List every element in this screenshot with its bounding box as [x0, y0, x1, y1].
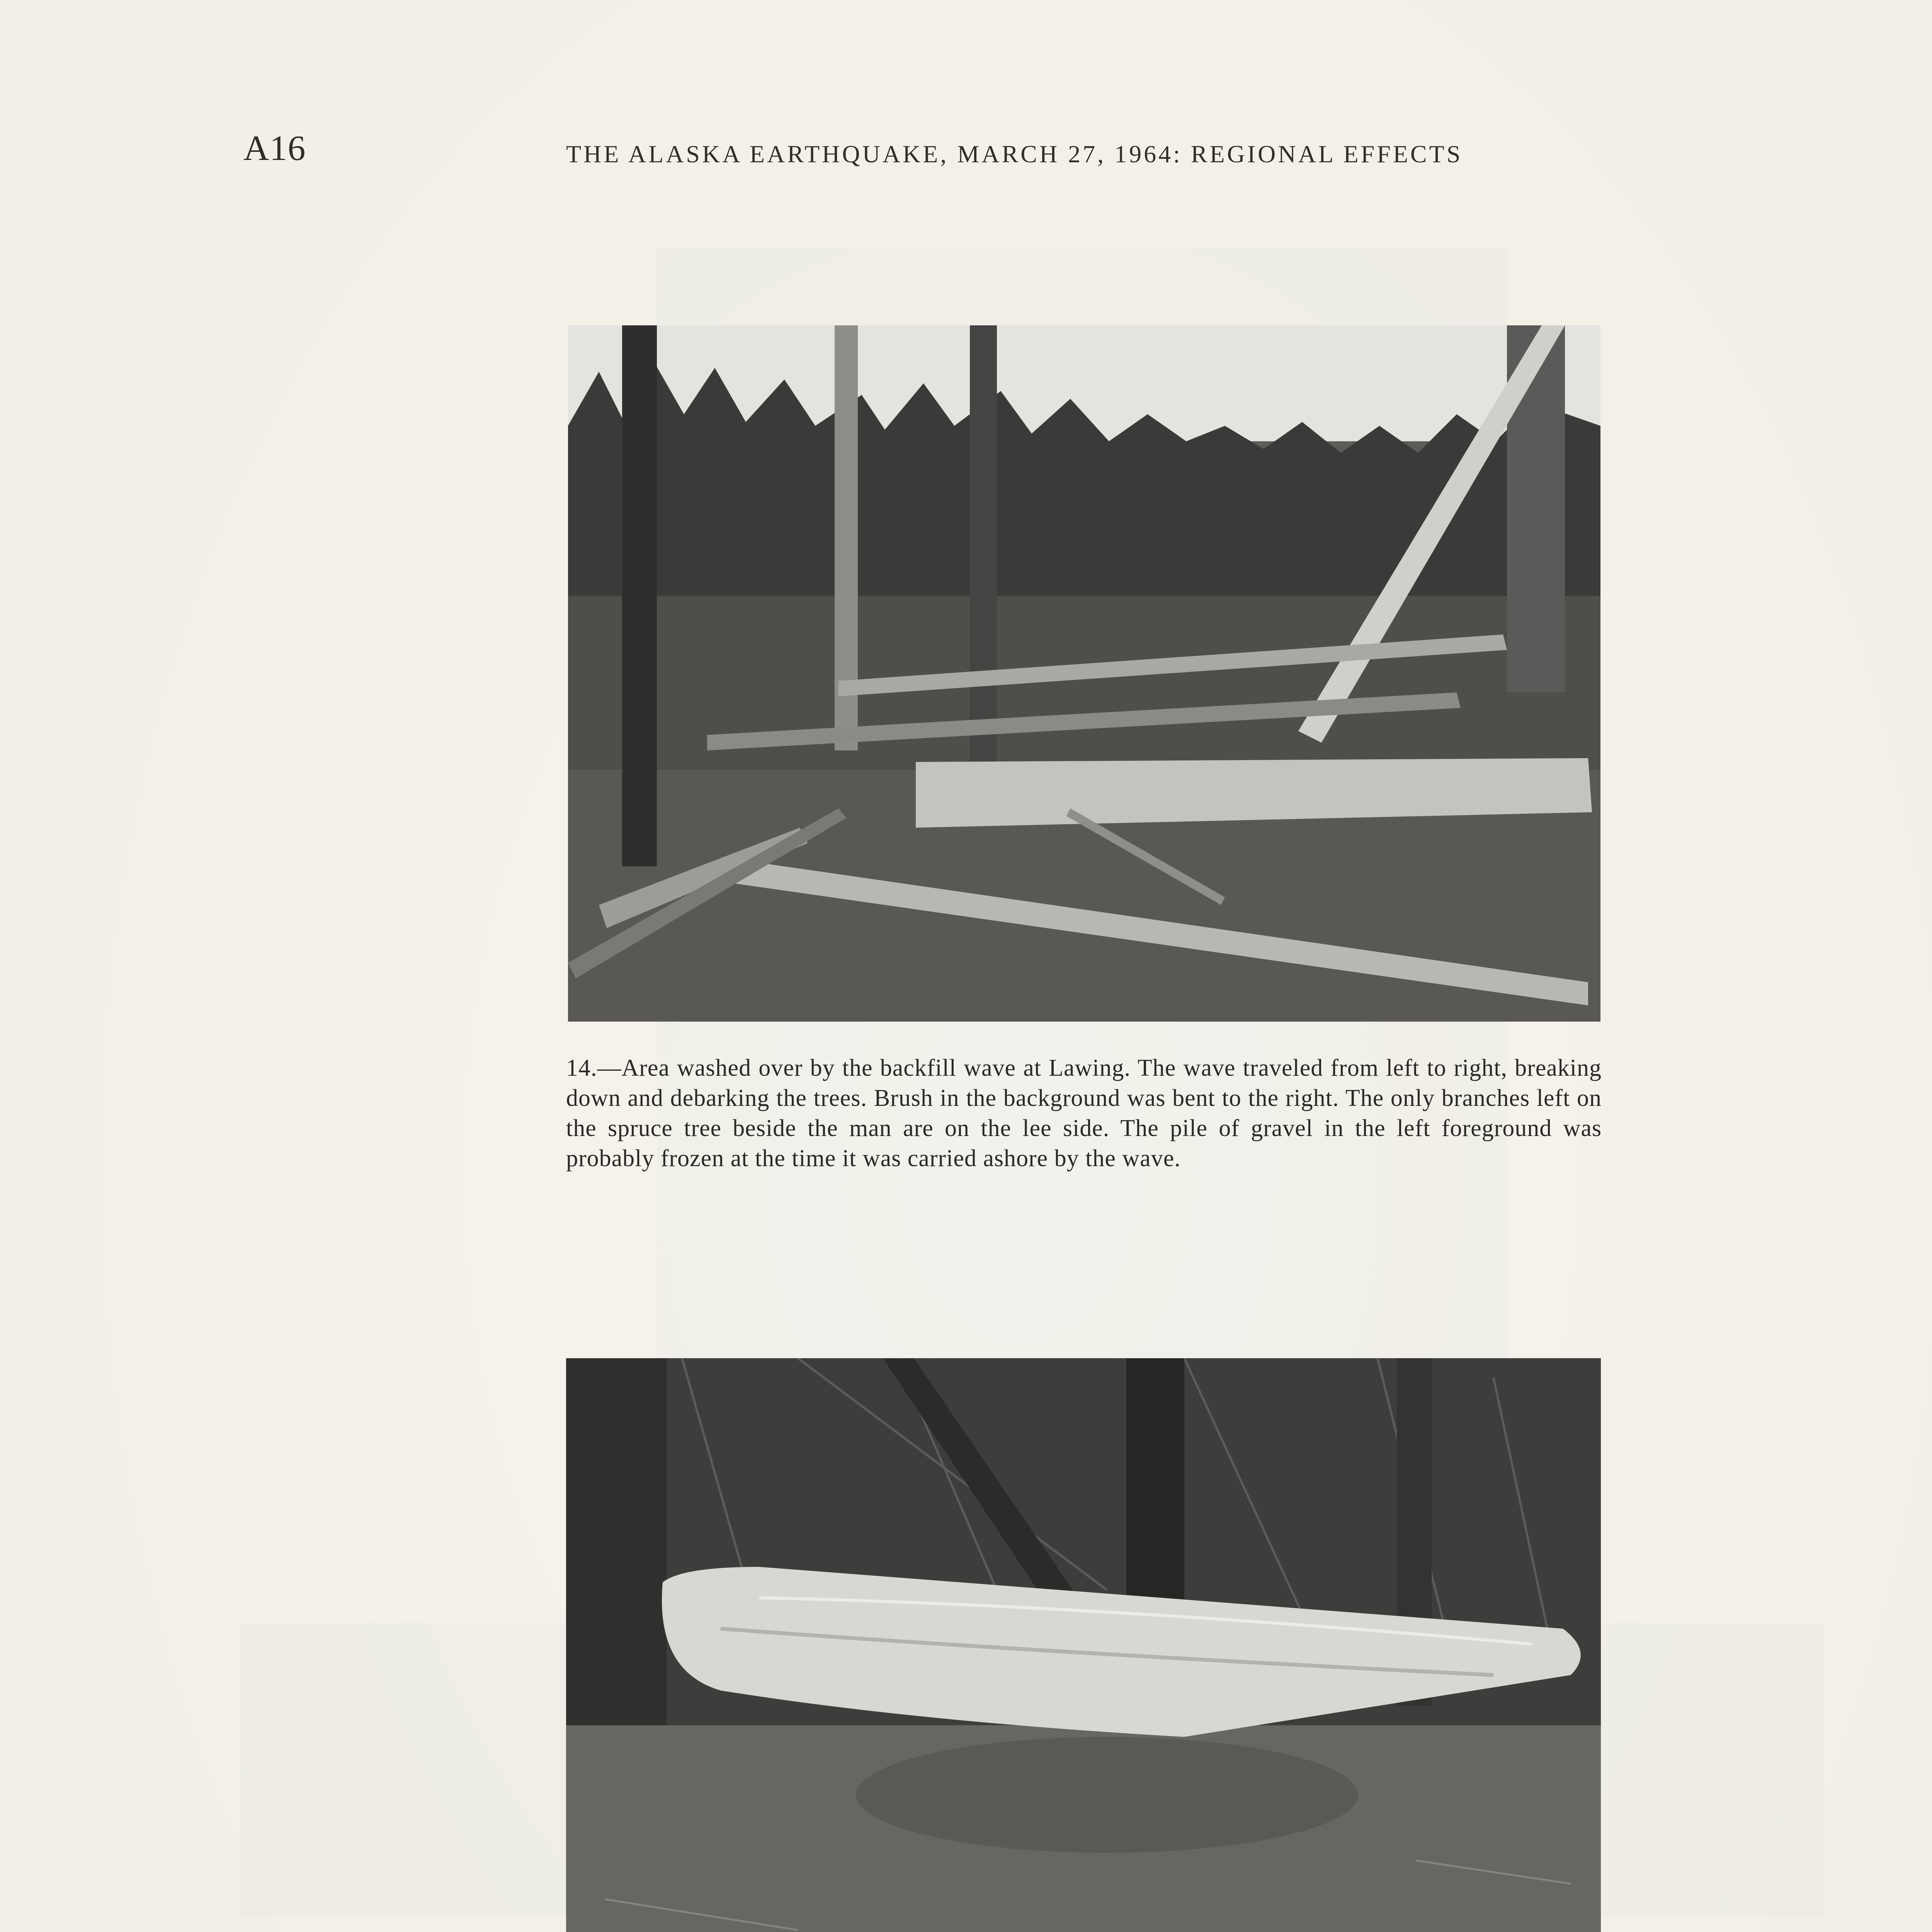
ice-block-illustration [566, 1358, 1601, 1932]
running-title: THE ALASKA EARTHQUAKE, MARCH 27, 1964: REGIONAL EFFECTS [566, 140, 1463, 168]
forest-debris-illustration [568, 325, 1600, 1022]
page-number: A16 [243, 128, 306, 168]
figure-14-photo [568, 325, 1600, 1022]
figure-15-photo [566, 1358, 1601, 1932]
figure-14-caption: 14.—Area washed over by the backfill wave at Lawing. The wave traveled from left to right, breaking down and debarking the trees. Brush in the background was bent to the right. The only branches left on the spruce tree beside the man are on the lee side. The pile of gravel in the left foreground was probably frozen at the time it was carried ashore by the wave. [566, 1055, 1602, 1172]
